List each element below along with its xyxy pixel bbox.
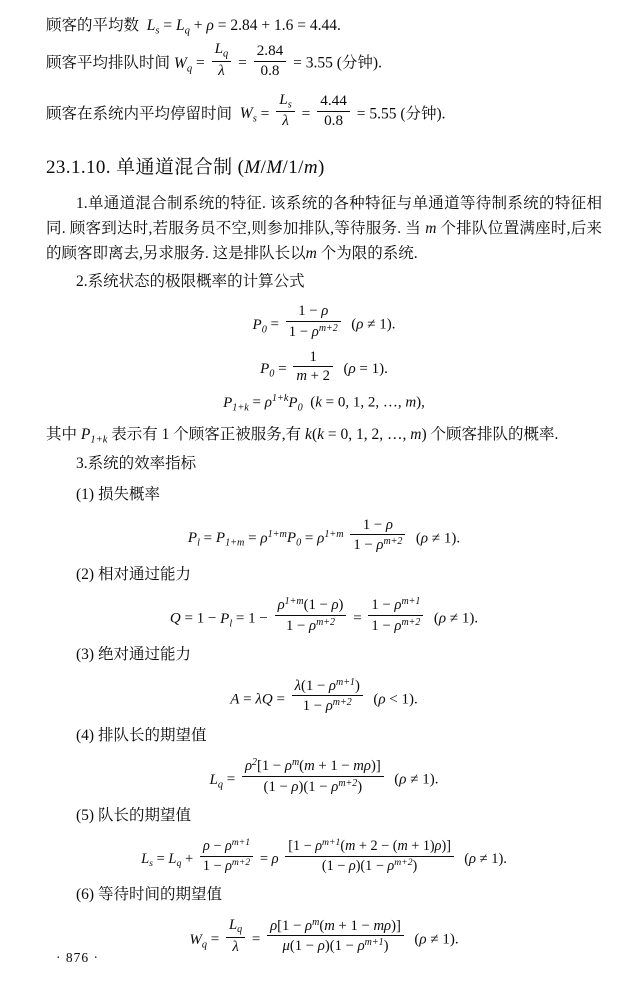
item-3-absolute-capacity: (3) 绝对通过能力	[76, 646, 191, 664]
equation-absolute-capacity: A = λQ = $\frac{\lambda(1 - \rho^{m+1})}{1 - \rho^{m+2}}$ (ρ < 1).	[230, 676, 418, 715]
equation-expected-queue-length: $L_q$ = $\frac{\rho^2[1 - \rho^m(m + 1 - m\rho)]}{(1 - \rho)(1 - \rho^{m+2})}$ (ρ ≠ 1).	[209, 757, 439, 795]
paragraph-limit-prob-title: 2.系统状态的极限概率的计算公式	[76, 273, 305, 291]
equation-avg-system-time: 顾客在系统内平均停留时间 $W_s$ = $\frac{L_s}{\lambda}$ = $\frac{4.44}{0.8}$ = 5.55 (分钟).	[46, 90, 446, 130]
equation-p0-rho1: $P_0$ = $\frac{1}{m + 2}$ (ρ = 1).	[260, 348, 388, 385]
page-content	[46, 14, 602, 964]
item-6-expected-wait-time: (6) 等待时间的期望值	[76, 886, 222, 904]
item-4-expected-queue-length: (4) 排队长的期望值	[76, 726, 207, 744]
item-5-expected-system-length: (5) 队长的期望值	[76, 807, 191, 825]
item-2-relative-capacity: (2) 相对通过能力	[76, 565, 191, 583]
equation-avg-customers: 顾客的平均数 $L_s = L_q + \rho = 2.84 + 1.6 = 4.44$.	[46, 17, 341, 37]
page-number: · 876 ·	[56, 950, 99, 965]
equation-expected-wait-time: $W_q$ = $\frac{L_q}{\lambda}$ = $\frac{\rho[1 - \rho^m(m + 1 - m\rho)]}{\mu(1 - \rho)(1 - \rho^{m+1})}$ (ρ ≠ 1).	[189, 917, 459, 955]
paragraph-features: 1.单通道混合制系统的特征. 该系统的各种特征与单通道等待制系统的特征相同. 顾客到达时,若服务员不空,则参加排队,等待服务. 当 m 个排队位置满座时,后来的顾客即离去,另求服务. 这是排队长以m 个为限的系统.	[46, 194, 602, 263]
paragraph-limit-prob-note: 其中 $P_{1+k}$ 表示有 1 个顾客正被服务,有 k(k = 0, 1, 2, …, m) 个顾客排队的概率.	[46, 425, 559, 446]
paragraph-efficiency-title: 3.系统的效率指标	[76, 455, 197, 473]
section-heading: 23.1.10. 单通道混合制 (M/M/1/m)	[46, 156, 325, 178]
equation-loss-probability: $P_l = P_{1+m} = \rho^{1+m}P_0 = \rho^{1+m}$ $\frac{1 - \rho}{1 - \rho^{m+2}}$ (ρ ≠ 1).	[187, 517, 461, 554]
equation-avg-queue-wait: 顾客平均排队时间 $W_q$ = $\frac{L_q}{\lambda}$ = $\frac{2.84}{0.8}$ = 3.55 (分钟).	[46, 40, 382, 79]
equation-expected-system-length: $L_s = L_q$ + $\frac{\rho - \rho^{m+1}}{1 - \rho^{m+2}}$ = ρ $\frac{[1 - \rho^{m+1}(m + 2 - (m + 1)\rho)]}{(1 - \rho)(1 - \rho^{m+2})}$ (ρ ≠ 1).	[141, 836, 507, 874]
item-1-loss-probability: (1) 损失概率	[76, 486, 160, 504]
equation-p1k: $P_{1+k} = \rho^{1+k}P_0$ (k = 0, 1, 2, …, m),	[223, 393, 425, 413]
equation-relative-capacity: $Q = 1 - P_l = 1$ − $\frac{\rho^{1+m}(1 - \rho)}{1 - \rho^{m+2}}$ = $\frac{1 - \rho^{m+1}}{1 - \rho^{m+2}}$ (ρ ≠ 1).	[169, 596, 479, 634]
equation-p0-general: $P_0$ = $\frac{1 - \rho}{1 - \rho^{m+2}}$ (ρ ≠ 1).	[252, 303, 396, 340]
